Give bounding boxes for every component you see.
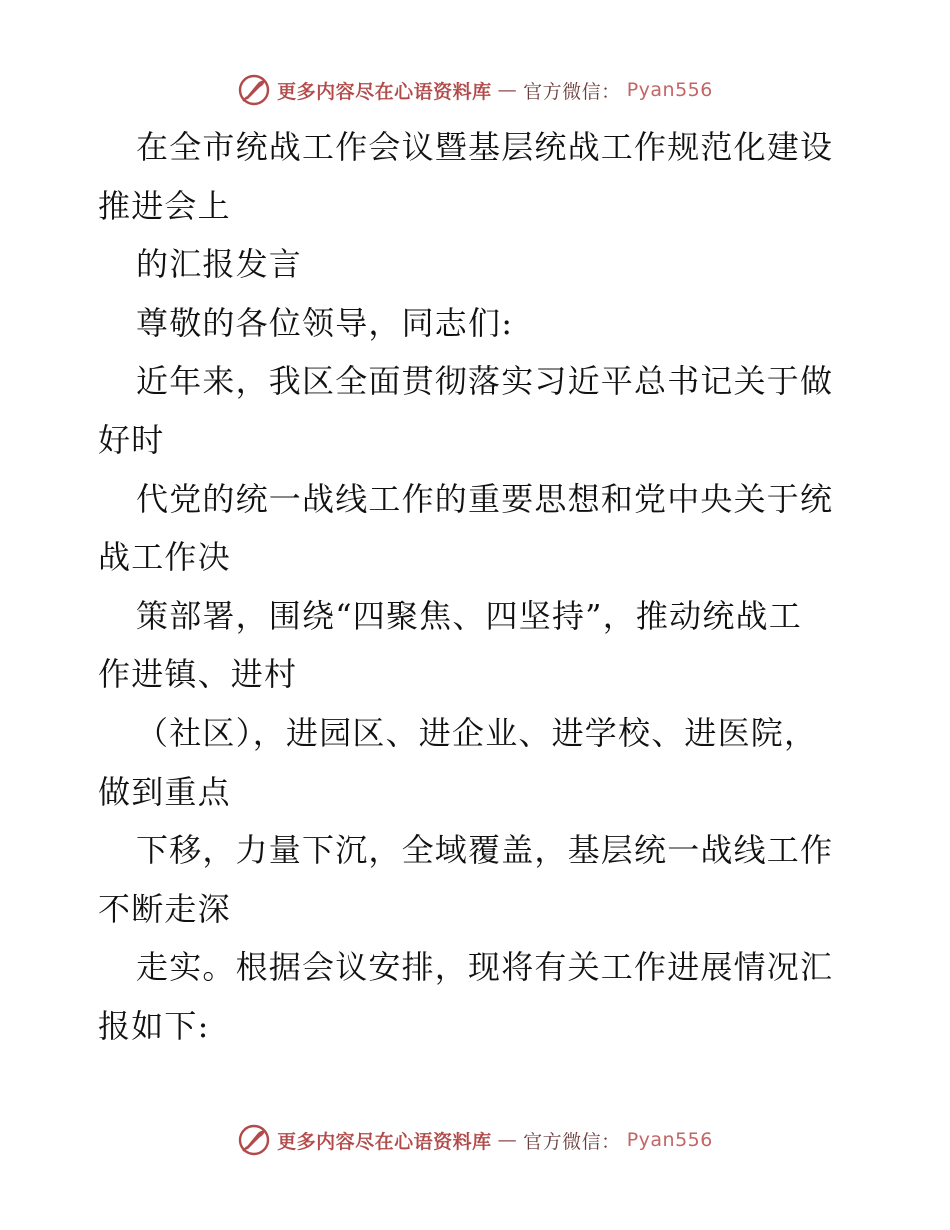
paragraph-line: 报如下: bbox=[98, 1006, 210, 1045]
watermark-wechat-id: Pyan556 bbox=[626, 1129, 713, 1151]
document-body bbox=[98, 118, 850, 1056]
watermark-separator: — bbox=[497, 1129, 518, 1151]
watermark-main-text: 更多内容尽在心语资料库 bbox=[277, 80, 492, 103]
paragraph-line: 下移，力量下沉，全域覆盖，基层统一战线工作 bbox=[136, 831, 834, 870]
paragraph-line: 策部署，围绕“四聚焦、四坚持”，推动统战工 bbox=[136, 596, 802, 635]
paragraph-line: 近年来，我区全面贯彻落实习近平总书记关于做 bbox=[136, 362, 834, 401]
title-line-2: 推进会上 bbox=[98, 186, 231, 225]
paragraph-line: 代党的统一战线工作的重要思想和党中央关于统 bbox=[136, 479, 834, 518]
quill-pen-logo-icon bbox=[237, 1123, 271, 1157]
watermark-wechat-id: Pyan556 bbox=[626, 79, 713, 101]
watermark-wechat-label: 官方微信： bbox=[523, 80, 621, 103]
quill-pen-logo-icon bbox=[237, 73, 271, 107]
watermark-wechat-label: 官方微信： bbox=[523, 1130, 621, 1153]
title-line-1: 在全市统战工作会议暨基层统战工作规范化建设 bbox=[136, 128, 834, 166]
watermark-main-text: 更多内容尽在心语资料库 bbox=[277, 1130, 492, 1153]
title-line-3: 的汇报发言 bbox=[136, 245, 303, 284]
paragraph-line: 走实。根据会议安排，现将有关工作进展情况汇 bbox=[136, 948, 834, 987]
paragraph-line: （社区），进园区、进企业、进学校、进医院， bbox=[136, 713, 818, 752]
paragraph-line: 战工作决 bbox=[98, 538, 231, 577]
paragraph-line: 作进镇、进村 bbox=[98, 655, 298, 694]
paragraph-line: 做到重点 bbox=[98, 772, 231, 811]
salutation-line: 尊敬的各位领导，同志们: bbox=[136, 303, 514, 342]
footer-watermark bbox=[0, 1120, 950, 1160]
paragraph-line: 不断走深 bbox=[98, 889, 231, 928]
watermark-separator: — bbox=[497, 79, 518, 101]
header-watermark bbox=[0, 70, 950, 110]
paragraph-line: 好时 bbox=[98, 420, 165, 459]
